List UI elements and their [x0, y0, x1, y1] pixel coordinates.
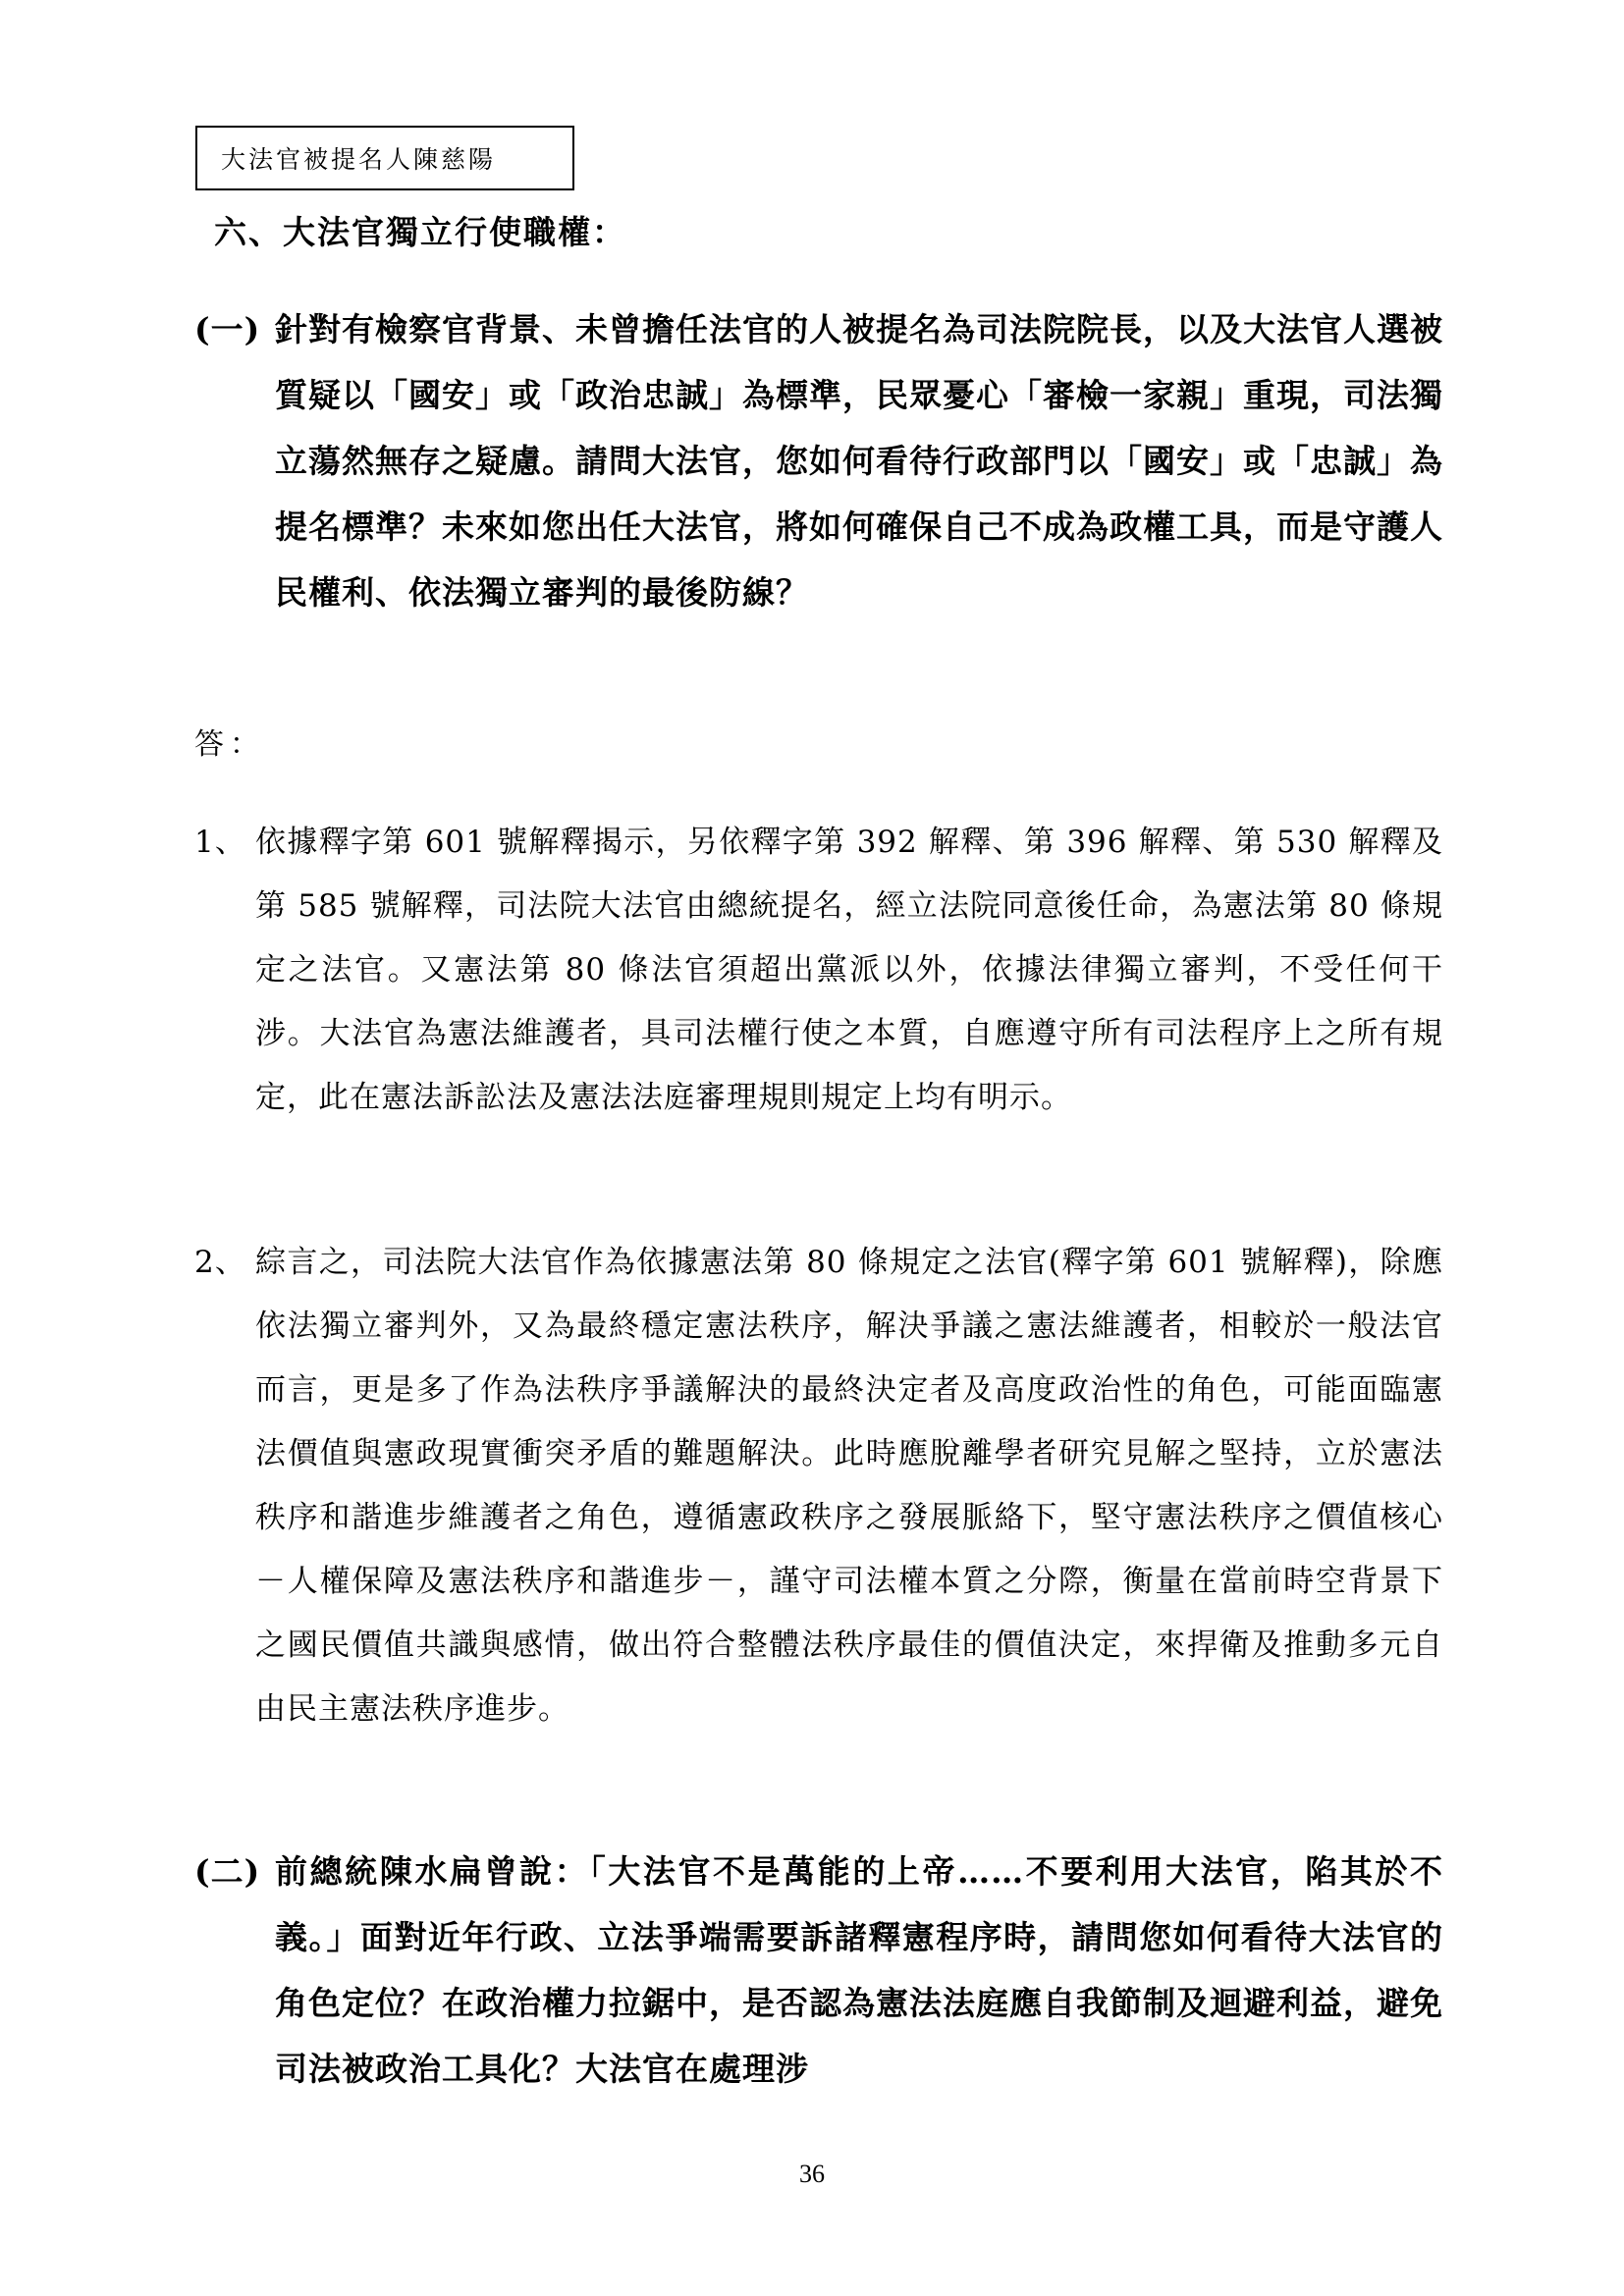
- answer-item-1-label: 1、: [194, 825, 246, 860]
- answer-item-1: [194, 811, 1443, 1130]
- answer-item-2-label: 2、: [194, 1245, 246, 1280]
- answer-item-1-text: 依據釋字第 601 號解釋揭示，另依釋字第 392 解釋、第 396 解釋、第 530 解釋及第 585 號解釋，司法院大法官由總統提名，經立法院同意後任命，為憲法第 80 條規定之法官。又憲法第 80 條法官須超出黨派以外，依據法律獨立審判，不受任何干涉。大法官為憲法維護者，具司法權行使之本質，自應遵守所有司法程序上之所有規定，此在憲法訴訟法及憲法法庭審理規則規定上均有明示。: [255, 825, 1443, 1115]
- answer-item-2: [194, 1231, 1443, 1741]
- question-2-label: (二): [194, 1852, 261, 1891]
- answer-label: 答：: [194, 727, 265, 762]
- answer-item-2-text: 綜言之，司法院大法官作為依據憲法第 80 條規定之法官(釋字第 601 號解釋)，除應依法獨立審判外，又為最終穩定憲法秩序，解決爭議之憲法維護者，相較於一般法官而言，更是多了作為法秩序爭議解決的最終決定者及高度政治性的角色，可能面臨憲法價值與憲政現實衝突矛盾的難題解決。此時應脫離學者研究見解之堅持，立於憲法秩序和諧進步維護者之角色，遵循憲政秩序之發展脈絡下，堅守憲法秩序之價值核心－人權保障及憲法秩序和諧進步－，謹守司法權本質之分際，衡量在當前時空背景下之國民價值共識與感情，做出符合整體法秩序最佳的價值決定，來捍衛及推動多元自由民主憲法秩序進步。: [255, 1245, 1443, 1727]
- question-2-text: 前總統陳水扁曾說：「大法官不是萬能的上帝……不要利用大法官，陷其於不義。」面對近年行政、立法爭端需要訴諸釋憲程序時，請問您如何看待大法官的角色定位？在政治權力拉鋸中，是否認為憲法法庭應自我節制及迴避利益，避免司法被政治工具化？大法官在處理涉: [275, 1852, 1443, 2088]
- section-title: 六、大法官獨立行使職權：: [214, 213, 626, 251]
- question-1-text: 針對有檢察官背景、未曾擔任法官的人被提名為司法院院長，以及大法官人選被質疑以「國安」或「政治忠誠」為標準，民眾憂心「審檢一家親」重現，司法獨立蕩然無存之疑慮。請問大法官，您如何看待行政部門以「國安」或「忠誠」為提名標準？未來如您出任大法官，將如何確保自己不成為政權工具，而是守護人民權利、依法獨立審判的最後防線？: [275, 310, 1443, 612]
- nominee-label: 大法官被提名人陳慈陽: [221, 145, 497, 174]
- nominee-label-box: [195, 126, 574, 190]
- question-2: [194, 1839, 1443, 2102]
- question-1-label: (一): [194, 310, 261, 348]
- question-1: [194, 296, 1443, 625]
- page-number: 36: [799, 2160, 825, 2188]
